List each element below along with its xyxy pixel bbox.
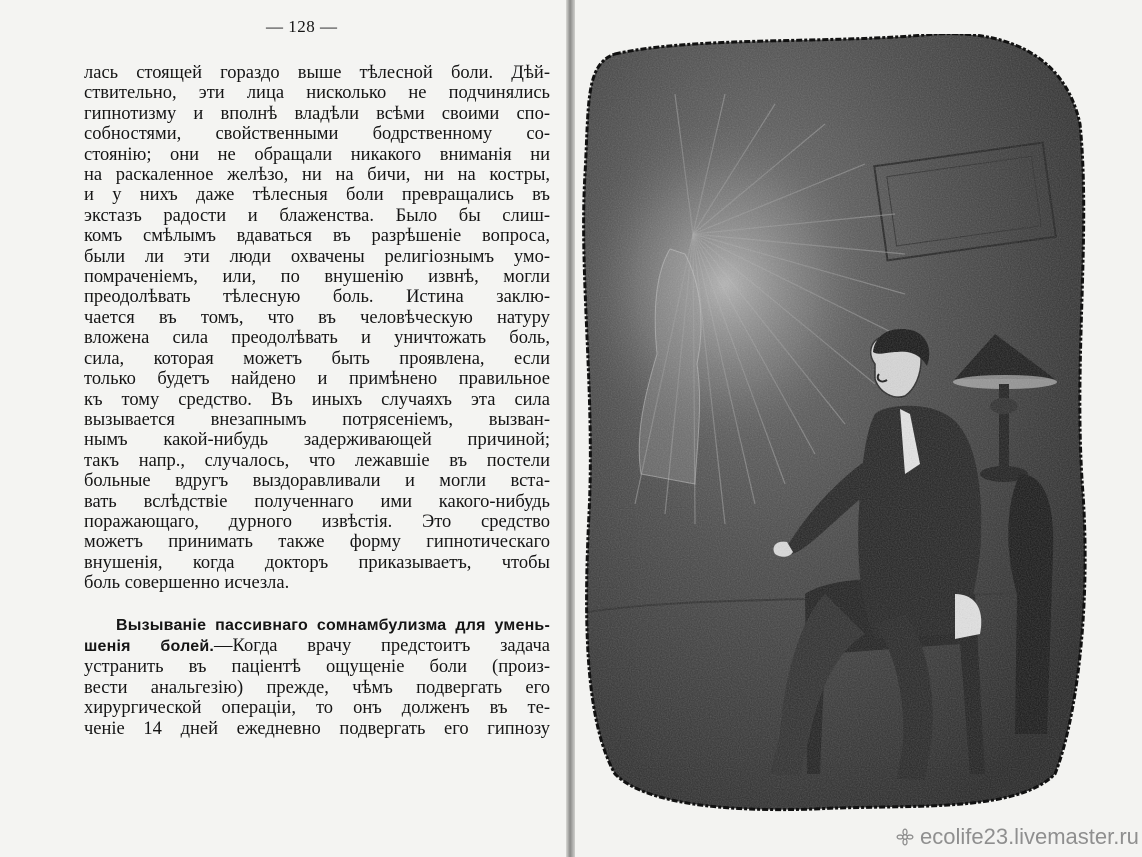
text-line: сила, которая можетъ быть проявлена, если — [84, 348, 550, 369]
illustration-scene — [575, 34, 1091, 814]
text-line: помраченіемъ, или, по внушенію извнѣ, могли — [84, 267, 550, 288]
text-line: чается въ томъ, что въ человѣческую натуру — [84, 307, 550, 328]
flower-icon — [896, 828, 914, 846]
text-line: нымъ какой-нибудь задерживающей причиной; — [84, 430, 550, 451]
text-line: такъ напр., случалось, что лежавшіе въ постели — [84, 450, 550, 471]
text-line: собностями, свойственными бодрственному со- — [84, 124, 550, 145]
text-line: экстазъ радости и блаженства. Было бы слиш- — [84, 205, 550, 226]
watermark-text: ecolife23.livemaster.ru — [920, 824, 1139, 849]
section-gap — [84, 594, 550, 616]
text-line: вести анальгезію) прежде, чѣмъ подвергать его — [84, 677, 550, 698]
text-line: хирургической операціи, то онъ долженъ въ те- — [84, 698, 550, 719]
text-line: на раскаленное желѣзо, ни на бичи, ни на костры, — [84, 165, 550, 186]
text-line: къ тому средство. Въ иныхъ случаяхъ эта сила — [84, 389, 550, 410]
text-line: стоянію; они не обращали никакого вниманія ни — [84, 144, 550, 165]
section-heading-continued — [84, 636, 550, 657]
text-line: вложена сила преодолѣвать и уничтожать боль, — [84, 328, 550, 349]
text-line: лась стоящей гораздо выше тѣлесной боли. Дѣй- — [84, 63, 550, 83]
text-line: вызывается внезапнымъ потрясеніемъ, вызван- — [84, 409, 550, 430]
page-number: — 128 — — [266, 17, 338, 36]
text-line: боль совершенно исчезла. — [84, 573, 290, 594]
hypnosis-illustration — [575, 34, 1091, 814]
text-line: гипнотизму и вполнѣ владѣли всѣми своими спо- — [84, 103, 550, 124]
watermark — [896, 824, 1139, 850]
text-line: устранить въ паціентѣ ощущеніе боли (произ- — [84, 657, 550, 678]
text-line: ствительно, эти лица нисколько не подчинялись — [84, 83, 550, 104]
text-line: были ли эти люди охвачены религіознымъ умо- — [84, 246, 550, 267]
text-line: поражающаго, дурного извѣстія. Это средство — [84, 511, 550, 532]
text-line: преодолѣвать тѣлесную боль. Истина заклю- — [84, 287, 550, 308]
section-heading: Вызываніе пассивнаго сомнамбулизма для умень- — [116, 616, 550, 634]
section-text-start: —Когда врачу предстоитъ задача — [214, 635, 550, 656]
text-line: вать вслѣдствіе полученнаго ими какого-нибудь — [84, 491, 550, 512]
text-line: и у нихъ даже тѣлесныя боли превращались въ — [84, 185, 550, 206]
text-line: только будетъ найдено и примѣнено правильное — [84, 369, 550, 390]
left-page — [0, 0, 570, 857]
section-heading-end: шенія болей. — [84, 637, 215, 655]
text-line: больные вдругъ выздоравливали и могли вста- — [84, 471, 550, 492]
text-line: ченіе 14 дней ежедневно подвергать его гипнозу — [84, 718, 550, 739]
body-text — [84, 63, 550, 739]
illustration — [575, 34, 1091, 814]
book-gutter — [566, 0, 575, 857]
text-line: комъ смѣлымъ вдаваться въ разрѣшеніе вопроса, — [84, 226, 550, 247]
text-line: внушенія, когда докторъ приказываетъ, чтобы — [84, 552, 550, 573]
text-line: можетъ принимать также форму гипнотическаго — [84, 532, 550, 553]
